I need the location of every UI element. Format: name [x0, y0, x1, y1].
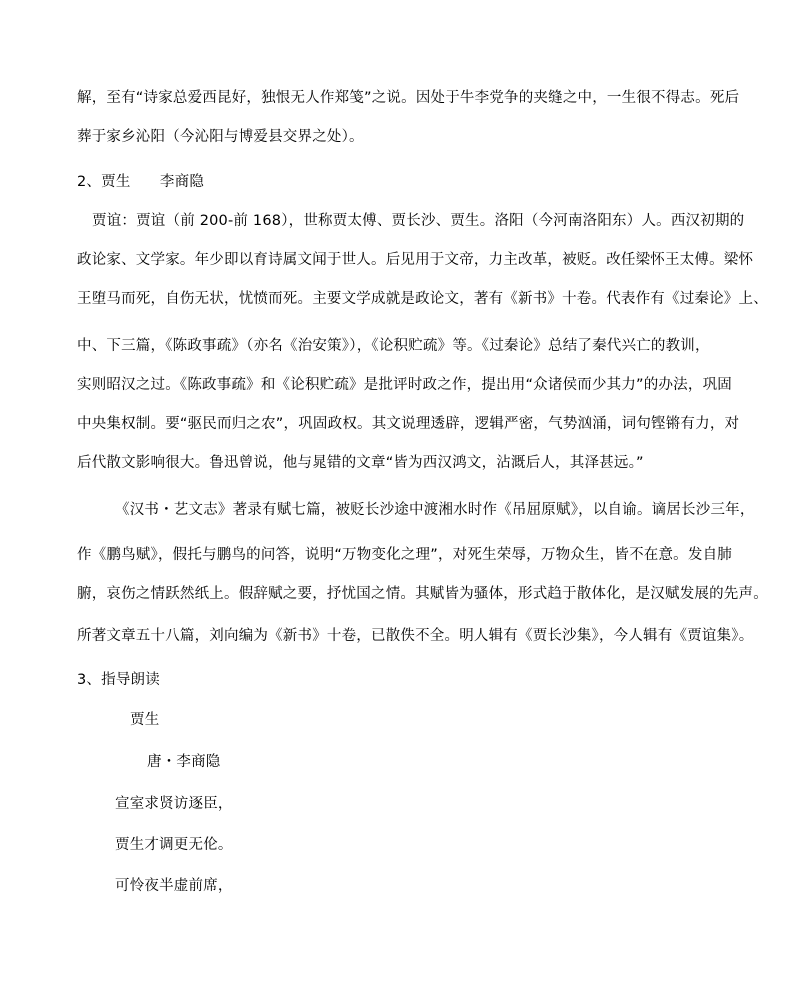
paragraph-line: 王堕马而死，自伤无状，忧愤而死。主要文学成就是政论文，著有《新书》十卷。代表作有《过秦论》上、 [77, 291, 768, 307]
paragraph-line: 政论家、文学家。年少即以育诗属文闻于世人。后见用于文帝，力主改革，被贬。改任梁怀王太傅。梁怀 [77, 252, 754, 268]
section-heading: 2、贾生 李商隐 [77, 174, 205, 190]
paragraph-line: 作《鹏鸟赋》，假托与鹏鸟的问答，说明“万物变化之理”，对死生荣辱，万物众生，皆不在意。发自肺 [77, 547, 732, 563]
paragraph-line: 后代散文影响很大。鲁迅曾说，他与晁错的文章“皆为西汉鸿文，沾溉后人，其泽甚远。” [77, 455, 644, 471]
paragraph-line: 贾谊：贾谊（前 200-前 168），世称贾太傅、贾长沙、贾生。洛阳（今河南洛阳东）人。西汉初期的 [92, 213, 745, 229]
paragraph-line: 所著文章五十八篇，刘向编为《新书》十卷，已散佚不全。明人辑有《贾长沙集》，今人辑有《贾谊集》。 [77, 628, 754, 644]
poem-line: 贾生才调更无伦。 [115, 837, 233, 853]
paragraph-line: 中央集权制。要“驱民而归之农”，巩固政权。其文说理透辟，逻辑严密，气势汹涌，词句铿锵有力，对 [77, 416, 740, 432]
poem-line: 可怜夜半虚前席， [115, 878, 233, 894]
poem-title: 贾生 [130, 712, 160, 728]
paragraph-line: 《汉书・艺文志》著录有赋七篇，被贬长沙途中渡湘水时作《吊屈原赋》，以自谕。谪居长沙三年， [115, 502, 755, 518]
poem-author: 唐・李商隐 [147, 754, 221, 770]
paragraph-line: 葬于家乡沁阳（今沁阳与博爱县交界之处）。 [77, 129, 364, 145]
paragraph-line: 腑，哀伤之情跃然纸上。假辞赋之要，抒忧国之情。其赋皆为骚体，形式趋于散体化，是汉赋发展的先声。 [77, 586, 768, 602]
paragraph-line: 中、下三篇，《陈政事疏》（亦名《治安策》），《论积贮疏》等。《过秦论》总结了秦代兴亡的教训， [77, 338, 710, 354]
paragraph-line: 实则昭汉之过。《陈政事疏》和《论积贮疏》是批评时政之作，提出用“众诸侯而少其力”的办法，巩固 [77, 377, 732, 393]
section-heading: 3、指导朗读 [77, 672, 160, 688]
paragraph-line: 解，至有“诗家总爱西昆好，独恨无人作郑笺”之说。因处于牛李党争的夹缝之中，一生很不得志。死后 [77, 90, 740, 106]
poem-line: 宣室求贤访逐臣， [115, 796, 233, 812]
